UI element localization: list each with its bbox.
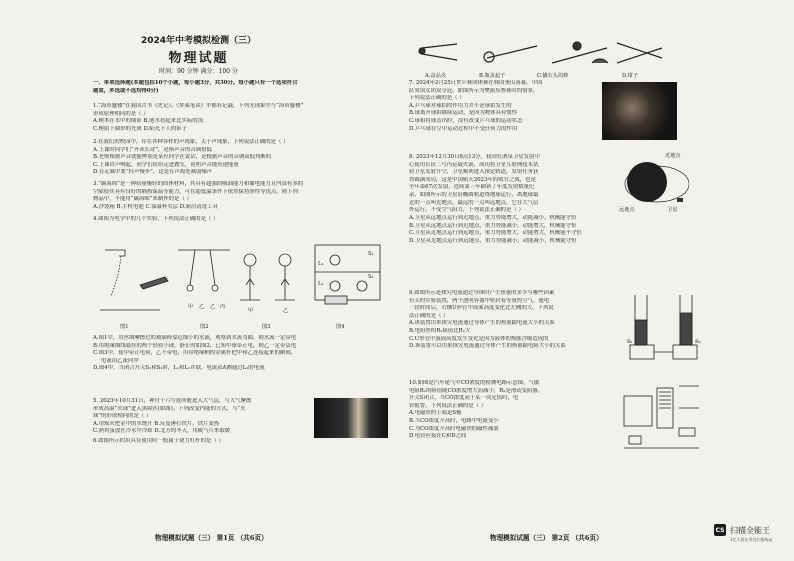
label-s2: S₂: [368, 274, 374, 280]
page-2-footer: 物理模拟试题（三） 第2页 （共6页）: [490, 534, 603, 542]
container-right: [673, 345, 697, 359]
tool-label-c: C.撬石头的棒: [537, 73, 569, 79]
satellite-icon: [677, 198, 683, 202]
label-s1: S₁: [368, 251, 374, 257]
question-10: 10.如图是汽车尾气中CO浓度的检测电路示意图，气敏 电阻R₁的阻值随CO浓度增大而减小，R₂是滑动变阻器， 开关S闭合，当CO浓度高于某一设定值时，电 铃报警，下列说法正确的是（ ） A.电磁铁的上端是S极 B.当CO浓度升高时，电路中电流变小 C.为CO浓度升高时电磁铁的磁性减弱 D.电铃应接在C和D之间: [409, 380, 544, 440]
question-8-intro: 8. 2023年12月30日8点13分，我国在酒泉卫星发射中 心使用长征二号丙运载火箭，成功将卫星互联网技术试 验卫星发射升空，卫星顺利进入预定轨道，发射任务获 得圆满成功，这是中国航天2023年的收官之战，也是 全年第67次发射，连续第三年刷新了年度发射数量纪 录，如图所示的卫星沿椭圆轨道绕地球运行，离地球最 近的一点叫近地点，最远的一点叫远地点，它在大气层 外运行，不受空气阻力，下列说法正确的是（ ）: [409, 154, 540, 214]
question-1: 1.“海市蜃楼”在我国古书《史记》、《梦溪笔谈》中都有记载，下列光现象中与“海市蜃楼” 形成原理相同的是（ ） A.树木在水中的倒影 B.池水看起来比实际的浅 C.树荫下圆形的光斑 D.阳光下人的影子: [93, 103, 304, 132]
question-8-options: A.卫星从远地点运行到近地点，重力势能增大，动能减小，机械能守恒 B.卫星从远地点运行到近地点，重力势能减小，动能增大，机械能守恒 C.卫星从近地点运行到远地点，重力势能增大，动能增大，机械能不守恒 D.卫星从近地点运行到远地点，重力势能减小，动能减小，机械能守恒: [409, 215, 582, 244]
r2-label: R₂: [695, 339, 701, 345]
pliers-icon: [617, 43, 662, 63]
tool-label-d: D.钳子: [622, 73, 638, 79]
figure-1-label: 图1: [120, 324, 129, 330]
camscanner-logo-icon: CS: [714, 524, 726, 536]
q4-figures: [100, 230, 390, 330]
question-7: 7. 2024年2月25日世乒赛团体赛在韩国釜山落幕，中国 队男国女团双夺冠，如图所示为樊振东参赛时的情景， 下列说法正确的是（ ） A.乒乓球对球拍的作用力并不是球拍发生的 B.球离开球拍继续运动，是因为物体具有惯性 C.球拍将球击出时，没有改变乒乓球的运动状态 D.乒乓球在空中运动过程中不受任何力的作用: [409, 80, 543, 132]
question-3: 3.“碳海绵”是一种质量极轻的固体材料，其具有超强的吸油能力和储电能力且内部有多的 空隙使其具有良好的隔热保温等能力，可在超低温条件下依然保持弹性等优点，则下列 物品中，不能用“碳海绵”来制作的是（ ） A.沙袋箱 B.手机电池 C.保温杯夹层 D.厨房清洗工具: [93, 181, 304, 210]
joule-heat-apparatus-figure: [625, 285, 705, 365]
container-left: [630, 345, 654, 359]
label-bing: 丙: [220, 304, 226, 310]
label-yi-3: 乙: [283, 308, 289, 314]
food-tongs-icon: [419, 44, 457, 60]
r1-sensor: [629, 436, 641, 444]
question-5: 5. 2023年10月31日，神舟十六号返回舱进入大气层，与大气摩擦 形成高温“火球”进入黑障区(如图)。下列改变内能的方式，与“火 球”的形成相同的是（ ） A.用煤火把金中的水烧开 B.反复锤打铁片，铁片变热 C.熟鸡蛋放在冷水中冷却 D.北方的冬天，用暖气片来取暖: [93, 398, 252, 435]
satellite-label: 卫星: [667, 207, 678, 213]
apogee-label: 远地点: [619, 207, 635, 213]
table-tennis-player-photo: [602, 82, 677, 140]
r2-resistor: [679, 428, 695, 436]
question-4-options: A.图1中，用丝绸摩擦过的玻璃棒靠近细小的水流，观察到水流弯曲，则水流一定带电 B.用绝缘细线悬挂的两个轻质小球，静止时如图2，已知甲球带正电，则乙一定带负电 C.图3中，使甲带正电荷，乙不带电，用带绝缘柄的金属杆把甲和乙连接起来的瞬间， 电流由乙流向甲 D.图4中，当闭合开关S₁和S₂时，L₁和L₂并联，电流表A测通过L₂的电流: [93, 335, 297, 372]
label-jia-2: 甲: [248, 308, 254, 314]
question-4: 4.如图为电学中的几个实验，下列说法正确的是（ ）: [93, 216, 219, 222]
camscanner-name: 扫描全能王: [730, 526, 770, 535]
page-2: [397, 0, 794, 561]
figure-1-water-stream: [100, 250, 168, 310]
question-2: 2.在我们的校园中，存在各种各样的声现象，关于声现象，下列说法正确的是（ ） A.上课时同学们“齐读长诗”，是指声音的音调很低 B.老师根据声音就能辨别是某位同学在说话，是根据声音的音调高低判断的 C.上课铃声响起，同学们纷纷走进教室，说明声音能传递能量 D.在走廊中要“轻声慢步”，这是在声源处减弱噪声: [93, 139, 289, 176]
label-l1: L₁: [318, 261, 324, 267]
page-1-footer: 物理模拟试题（三） 第1页 （共6页）: [155, 534, 268, 542]
exam-meta: 时间：90 分钟 满分：100 分: [159, 68, 238, 75]
figure-2-label: 图2: [200, 324, 209, 330]
subject-title: 物理试题: [168, 51, 229, 66]
lever-tools-figure: [417, 38, 667, 68]
bottle-opener-icon: [484, 46, 537, 62]
label-yi-2: 乙: [210, 304, 216, 310]
r1-label: R₁: [627, 339, 633, 345]
label-jia: 甲: [188, 304, 194, 310]
relay-box: [624, 396, 652, 426]
figure-3-label: 图3: [262, 324, 271, 330]
question-9: 9.如图所示是探究电流通过导体时产生热量的多少与哪些因素 有关的实验装置，两个透明容器中密封着等量的空气，通电 一段时间后，右侧U形管中液面高度变化比左侧的大，下列说 法正确的是（ ） A.该装置用来探究电流通过导体产生的热量跟电流大小的关系 B.电阻丝的R₁阻值比R₂大 C.U形管中液面高度发生变化是因为液体的热胀冷缩造成的 D.该装置可以用来探究电流通过导体产生的热量跟电阻大小的关系: [409, 290, 566, 350]
tool-label-b: B.瓶盖起子: [479, 73, 506, 79]
reentry-capsule-photo: [314, 398, 388, 438]
tool-label-a: A.食品夹: [425, 73, 446, 79]
figure-2-hanging-balls: [178, 250, 230, 291]
exam-title: 2024年中考模拟检测（三）: [140, 36, 257, 46]
co-detector-circuit-figure: [619, 378, 705, 458]
question-6: 6.如图所示的用具在使用时一般属于费力杠杆的是（ ）: [93, 438, 224, 444]
label-yi-1: 乙: [199, 304, 205, 310]
figure-3-electroscopes: [240, 254, 295, 300]
figure-4-label: 图4: [336, 324, 345, 330]
section-1-header: 一、单项选择题(本题包括10个小题，每小题3分，共30分。每小题只有一个选项符合 题意，多选或不选均得0分): [93, 80, 298, 94]
label-l2: L₂: [318, 281, 324, 287]
perigee-label: 近地点: [665, 153, 681, 159]
camscanner-tagline: 3亿人都在用的扫描App: [730, 537, 773, 542]
crowbar-icon: [552, 42, 608, 63]
